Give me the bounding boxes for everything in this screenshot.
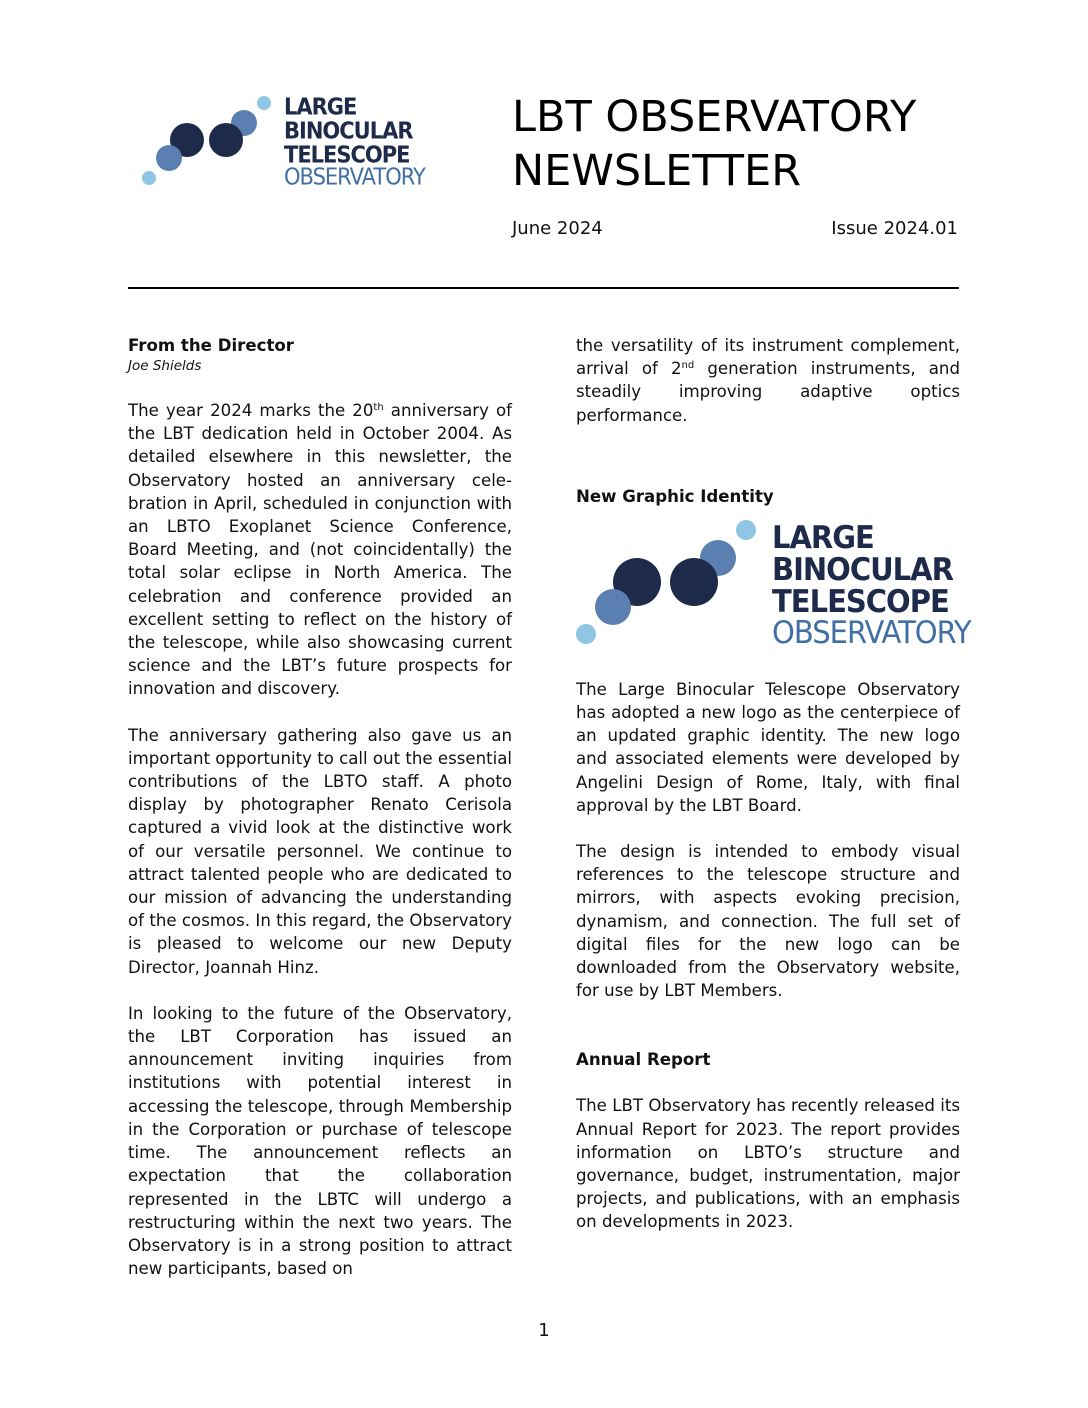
identity-paragraph-2: The design is intended to embody visual references to the telescope structure and mirrors, with aspects evoking precision, dynamism, and connection. The full set of digital files for the new logo can be downloaded from the Observatory website, for use by LBT Members. bbox=[576, 842, 960, 1001]
left-column bbox=[128, 334, 512, 1280]
lbto-logo-graphic-identity bbox=[572, 516, 971, 651]
issue-info bbox=[512, 218, 958, 239]
identity-heading: New Graphic Identity bbox=[576, 486, 774, 506]
annual-report-heading: Annual Report bbox=[576, 1050, 711, 1070]
logo-word-large: LARGE bbox=[284, 93, 357, 120]
logo-word-large: LARGE bbox=[772, 518, 874, 556]
right-column bbox=[576, 334, 960, 1234]
director-heading: From the Director bbox=[128, 336, 294, 355]
logo-circles-icon bbox=[138, 92, 288, 192]
logo-word-observatory: OBSERVATORY bbox=[284, 163, 425, 190]
logo-word-telescope: TELESCOPE bbox=[284, 141, 410, 168]
logo-circles-icon bbox=[572, 516, 772, 651]
lbto-logo-header bbox=[138, 92, 428, 192]
annual-report-paragraph: The LBT Observatory has recently released its Annual Report for 2023. The report provides information on LBTO’s structure and governance, budget, instrumentation, major projects, and publications, with an emphasis on developments in 2023. bbox=[576, 1096, 960, 1232]
identity-paragraph-1: The Large Binocular Telescope Observatory has adopted a new logo as the centerpiece of an updated graphic identity. The new logo and associated elements were developed by Angelini Design of Rome, Italy, with final approval by the LBT Board. bbox=[576, 679, 960, 815]
director-paragraph-1: The year 2024 marks the 20th anniversary of the LBT dedication held in October 2004. As detailed elsewhere in this newsletter, the Observatory hosted an anniversary cele-bration in April, scheduled in conjunction with an LBTO Exoplanet Science Conference, Board Meeting, and (not coincidentally) the total solar eclipse in North America. The celebration and conference provided an excellent setting to reflect on the history of the telescope, while also showcasing current science and the LBT’s future prospects for innovation and discovery. bbox=[128, 401, 512, 699]
page-number: 1 bbox=[538, 1320, 550, 1341]
director-paragraph-2: The anniversary gathering also gave us an important opportunity to call out the essential contributions of the LBTO staff. A photo display by photographer Renato Cerisola captured a vivid look at the distinctive work of our versatile personnel. We continue to attract talented people who are dedicated to our mission of advancing the understanding of the cosmos. In this regard, the Observatory is pleased to welcome our new Deputy Director, Joannah Hinz. bbox=[128, 725, 512, 977]
title-line-2: NEWSLETTER bbox=[512, 146, 802, 196]
issue-number: Issue 2024.01 bbox=[831, 218, 958, 239]
director-paragraph-3: In looking to the future of the Observatory, the LBT Corporation has issued an announcement inviting inquiries from institutions with potential interest in accessing the telescope, through Membership in the Corporation or purchase of telescope time. The announcement reflects an expectation that the collaboration represented in the LBTC will undergo a restructuring within the next two years. The Observatory is in a strong position to attract new participants, based on bbox=[128, 1003, 512, 1279]
logo-word-binocular: BINOCULAR bbox=[772, 550, 953, 588]
logo-word-binocular: BINOCULAR bbox=[284, 117, 413, 144]
logo-word-telescope: TELESCOPE bbox=[772, 582, 949, 620]
title-line-1: LBT OBSERVATORY bbox=[512, 92, 917, 142]
director-byline: Joe Shields bbox=[128, 358, 202, 374]
logo-word-observatory: OBSERVATORY bbox=[772, 613, 971, 651]
director-paragraph-3-continued: the versatility of its instrument complement, arrival of 2nd generation instruments, and steadily improving adaptive optics performance. bbox=[576, 336, 960, 425]
newsletter-title bbox=[512, 90, 972, 198]
header-divider bbox=[128, 287, 959, 289]
issue-date: June 2024 bbox=[512, 218, 603, 239]
